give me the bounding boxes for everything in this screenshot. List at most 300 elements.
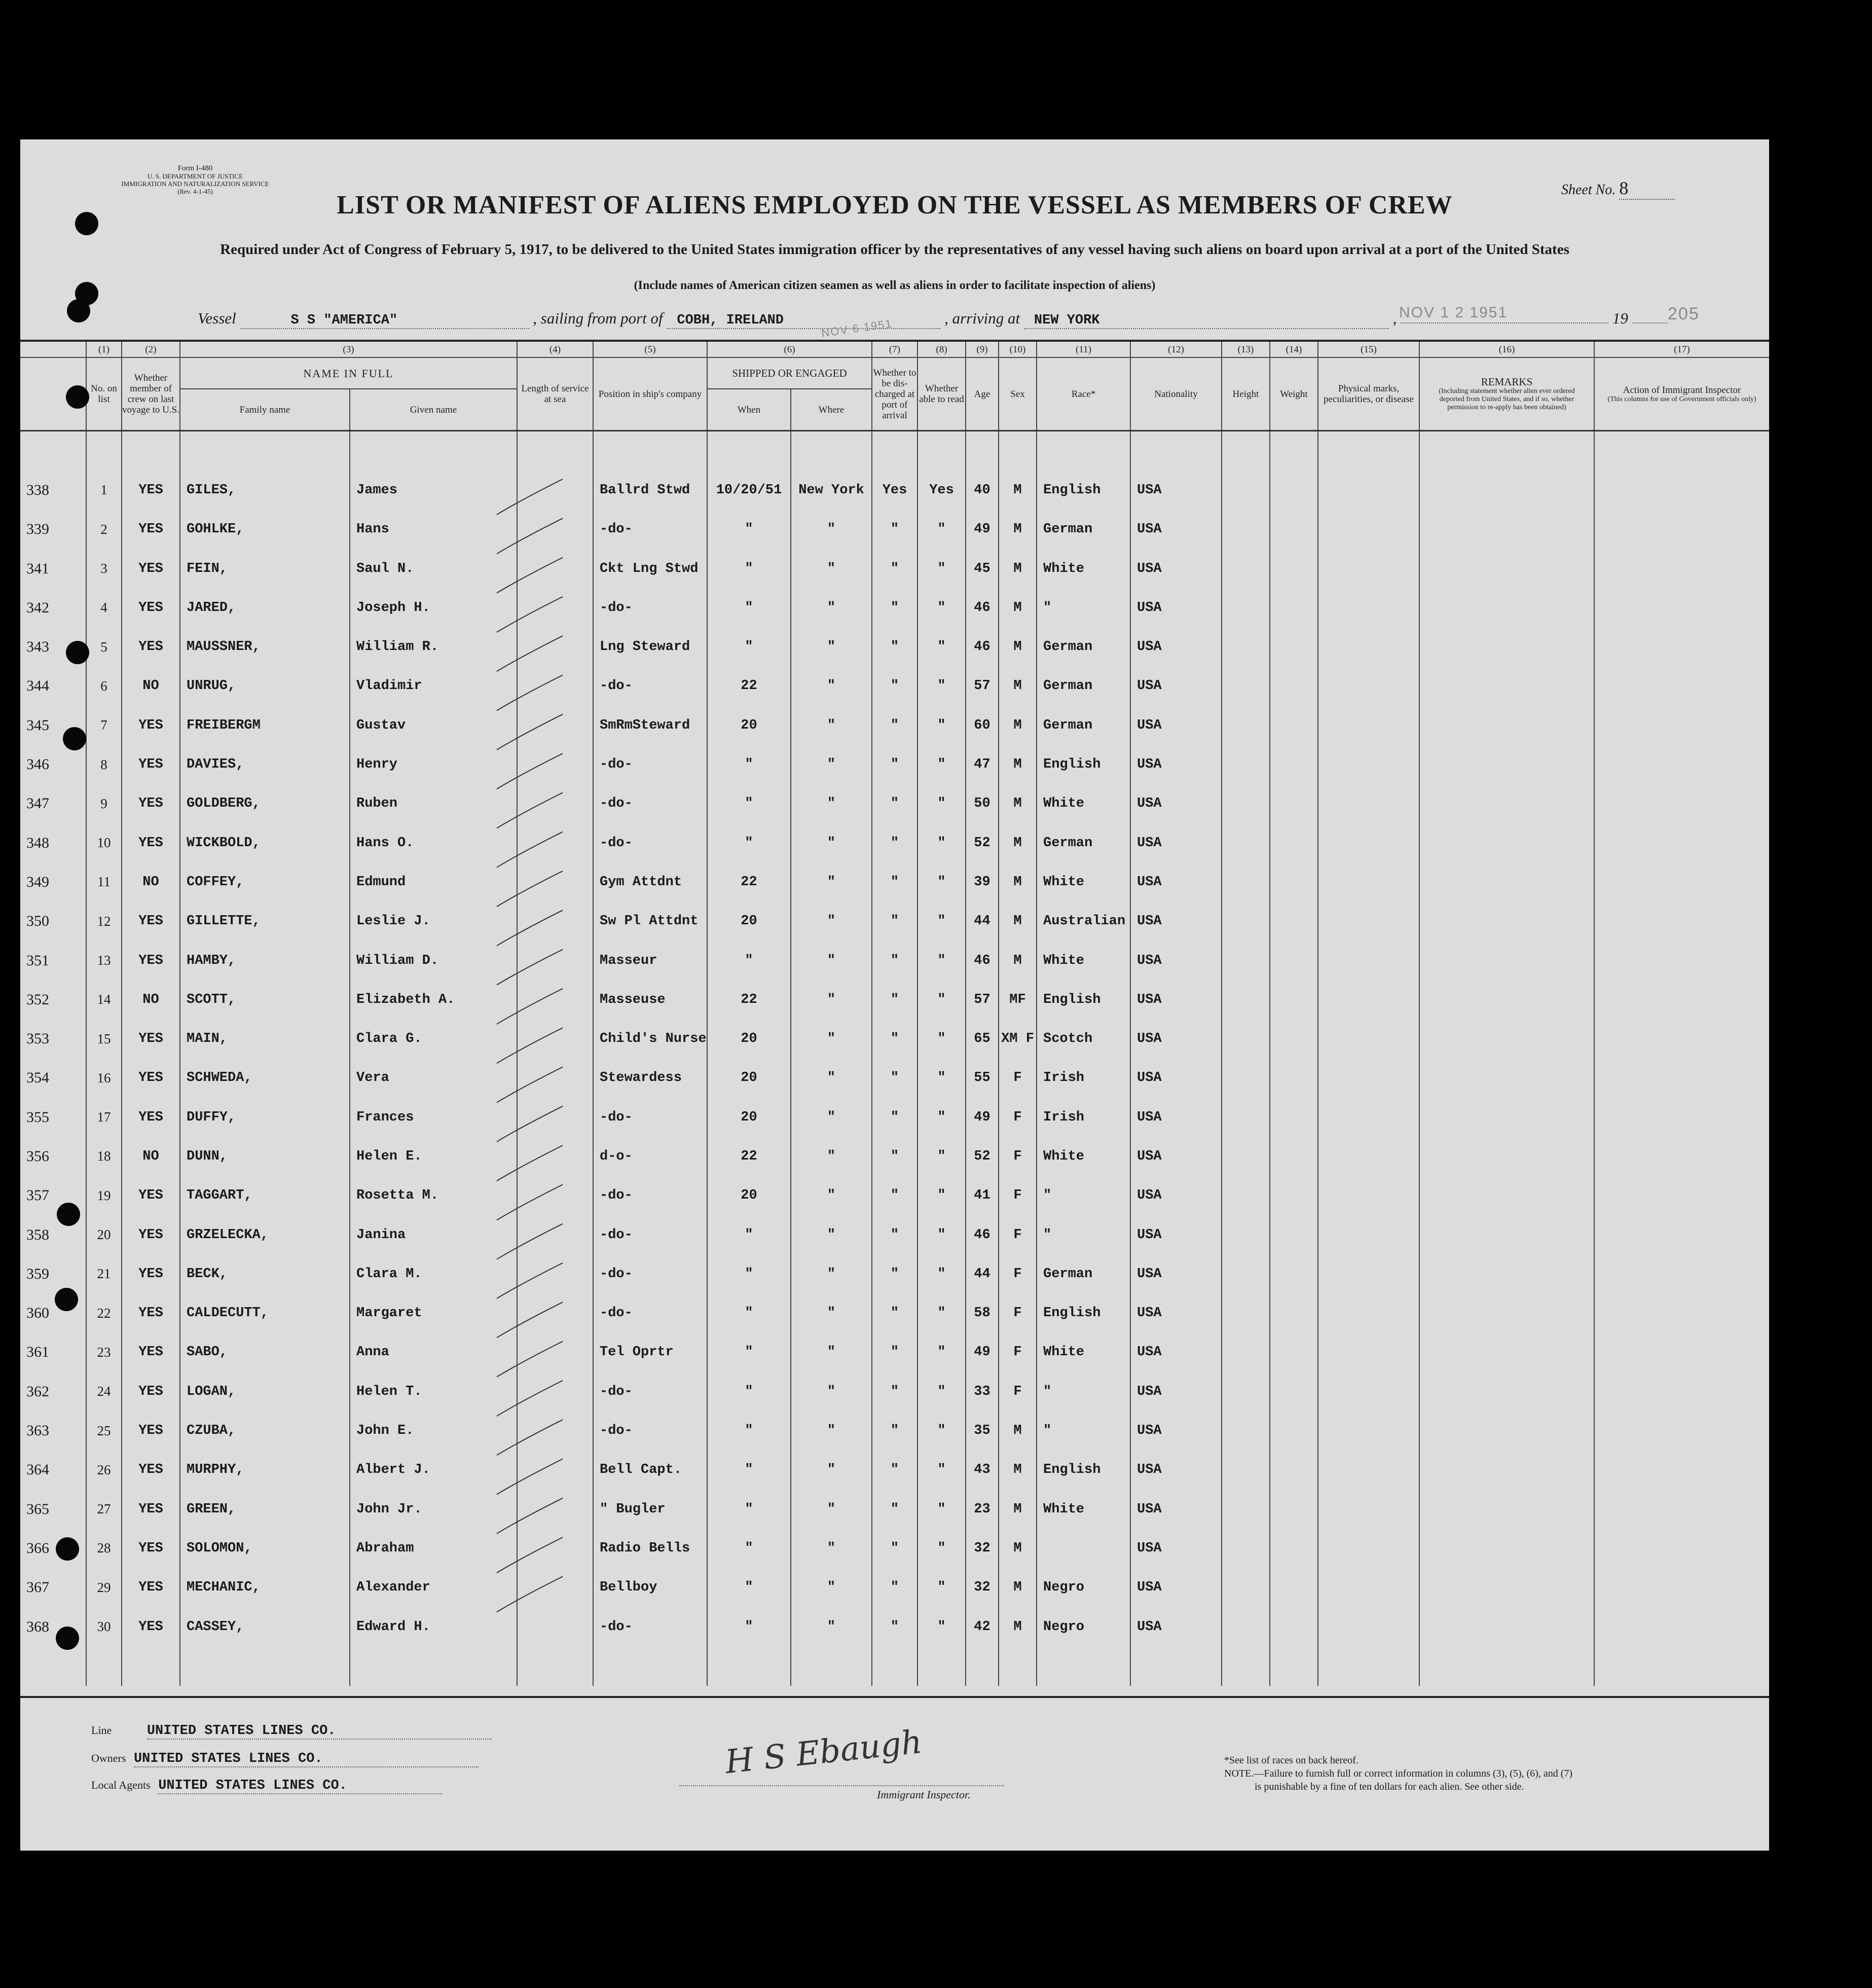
cell-nationality: USA	[1130, 1176, 1222, 1215]
cell-sex: M	[999, 1451, 1037, 1490]
cell-height	[1222, 1411, 1270, 1450]
cell-age: 57	[966, 980, 999, 1019]
cell-nationality: USA	[1130, 941, 1222, 980]
table-row	[20, 1490, 1769, 1529]
cell-margin-number: 360	[26, 1305, 49, 1322]
cell-sex: M	[999, 941, 1037, 980]
cell-nationality: USA	[1130, 471, 1222, 510]
cell-able-to-read: "	[917, 862, 966, 901]
footer-note-penalty-cont: is punishable by a fine of ten dollars for each alien. See other side.	[1255, 1781, 1524, 1792]
cell-shipped-where: "	[791, 588, 872, 627]
length-of-service-mark	[497, 558, 563, 593]
cell-remarks	[1419, 1451, 1594, 1490]
cell-sex: M	[999, 1529, 1037, 1568]
table-row	[20, 588, 1769, 627]
cell-given-name: Henry	[350, 745, 517, 784]
date-stamp-small: NOV 6 1951	[820, 317, 894, 340]
cell-physical-marks	[1318, 1294, 1419, 1333]
cell-shipped-where: "	[791, 1215, 872, 1254]
table-row	[20, 1372, 1769, 1411]
cell-physical-marks	[1318, 784, 1419, 823]
cell-race: English	[1037, 1294, 1130, 1333]
cell-shipped-when: 20	[707, 1176, 791, 1215]
cell-physical-marks	[1318, 745, 1419, 784]
cell-position: Ckt Lng Stwd	[593, 549, 707, 588]
length-of-service-mark	[497, 989, 563, 1024]
cell-margin-number: 358	[26, 1226, 49, 1243]
cell-physical-marks	[1318, 1333, 1419, 1372]
cell-given-name: Abraham	[350, 1529, 517, 1568]
header-nationality: Nationality	[1130, 357, 1222, 431]
cell-inspector-action	[1594, 1137, 1769, 1176]
cell-discharged: "	[872, 1411, 917, 1450]
cell-weight	[1270, 902, 1318, 941]
cell-nationality: USA	[1130, 980, 1222, 1019]
cell-weight	[1270, 627, 1318, 666]
cell-row-number: 16	[86, 1059, 122, 1098]
cell-inspector-action	[1594, 784, 1769, 823]
table-row	[20, 1059, 1769, 1098]
cell-discharged: "	[872, 1333, 917, 1372]
cell-family-name: MAUSSNER,	[180, 627, 350, 666]
cell-nationality: USA	[1130, 706, 1222, 745]
cell-discharged: "	[872, 902, 917, 941]
form-revision: (Rev. 4-1-45)	[177, 188, 213, 195]
cell-row-number: 4	[86, 588, 122, 627]
cell-race: "	[1037, 1176, 1130, 1215]
cell-remarks	[1419, 1294, 1594, 1333]
cell-race: White	[1037, 549, 1130, 588]
cell-position: Child's Nurse	[593, 1019, 707, 1058]
cell-family-name: GILES,	[180, 471, 350, 510]
cell-shipped-when: "	[707, 1490, 791, 1529]
cell-age: 32	[966, 1529, 999, 1568]
cell-margin-number: 363	[26, 1422, 49, 1439]
cell-weight	[1270, 471, 1318, 510]
cell-position: -do-	[593, 1372, 707, 1411]
length-of-service-mark	[497, 1302, 563, 1338]
table-row	[20, 1411, 1769, 1450]
col-3-number: (3)	[180, 341, 517, 357]
cell-shipped-where: "	[791, 667, 872, 706]
cell-given-name: William D.	[350, 941, 517, 980]
cell-shipped-when: "	[707, 1333, 791, 1372]
cell-member-value: YES	[122, 784, 180, 823]
manifest-sheet	[20, 139, 1769, 1851]
cell-row-number: 3	[86, 549, 122, 588]
cell-shipped-where: "	[791, 1372, 872, 1411]
cell-margin-number: 344	[26, 677, 49, 695]
cell-row-number: 15	[86, 1019, 122, 1058]
punch-hole	[66, 641, 89, 664]
table-row	[20, 667, 1769, 706]
col-7-number: (7)	[872, 341, 917, 357]
cell-able-to-read: "	[917, 1176, 966, 1215]
cell-given-name: Anna	[350, 1333, 517, 1372]
cell-nationality: USA	[1130, 1215, 1222, 1254]
cell-discharged: "	[872, 706, 917, 745]
cell-position: Gym Attdnt	[593, 862, 707, 901]
cell-able-to-read: "	[917, 1529, 966, 1568]
cell-weight	[1270, 784, 1318, 823]
cell-age: 46	[966, 588, 999, 627]
header-shipped-or-engaged: SHIPPED OR ENGAGED	[707, 357, 872, 389]
cell-shipped-where: "	[791, 823, 872, 862]
cell-row-number: 23	[86, 1333, 122, 1372]
arrival-port: NEW YORK	[1024, 313, 1389, 329]
cell-race: White	[1037, 941, 1130, 980]
cell-physical-marks	[1318, 902, 1419, 941]
cell-age: 39	[966, 862, 999, 901]
cell-family-name: GRZELECKA,	[180, 1215, 350, 1254]
table-row	[20, 627, 1769, 666]
cell-remarks	[1419, 549, 1594, 588]
table-row	[20, 862, 1769, 901]
cell-weight	[1270, 1176, 1318, 1215]
length-of-service-mark	[497, 1420, 563, 1455]
cell-shipped-when: "	[707, 1215, 791, 1254]
col-10-number: (10)	[999, 341, 1037, 357]
cell-weight	[1270, 588, 1318, 627]
cell-nationality: USA	[1130, 784, 1222, 823]
cell-margin-number: 365	[26, 1500, 49, 1517]
table-row	[20, 1568, 1769, 1607]
punch-hole	[66, 385, 89, 409]
cell-weight	[1270, 823, 1318, 862]
cell-physical-marks	[1318, 706, 1419, 745]
cell-weight	[1270, 1607, 1318, 1646]
cell-inspector-action	[1594, 471, 1769, 510]
length-of-service-mark	[497, 1145, 563, 1181]
cell-shipped-when: "	[707, 588, 791, 627]
cell-physical-marks	[1318, 1529, 1419, 1568]
cell-able-to-read: "	[917, 1215, 966, 1254]
cell-physical-marks	[1318, 941, 1419, 980]
cell-inspector-action	[1594, 1529, 1769, 1568]
cell-family-name: LOGAN,	[180, 1372, 350, 1411]
footer-line-label: Line	[91, 1724, 112, 1737]
cell-weight	[1270, 980, 1318, 1019]
cell-physical-marks	[1318, 1019, 1419, 1058]
cell-member-value: YES	[122, 588, 180, 627]
header-remarks-sub: (Including statement whether alien ever ordered deported from United States, and if so, whether permission to re-apply has been obtained)	[1439, 387, 1575, 411]
cell-margin-number: 352	[26, 991, 49, 1008]
cell-row-number: 19	[86, 1176, 122, 1215]
table-row	[20, 902, 1769, 941]
cell-member-value: NO	[122, 980, 180, 1019]
table-row	[20, 1451, 1769, 1490]
cell-weight	[1270, 549, 1318, 588]
cell-height	[1222, 1019, 1270, 1058]
cell-family-name: DUFFY,	[180, 1098, 350, 1137]
length-of-service-mark	[497, 636, 563, 671]
cell-position: Lng Steward	[593, 627, 707, 666]
length-of-service-mark	[497, 832, 563, 868]
col-17-number: (17)	[1594, 341, 1769, 357]
cell-shipped-where: "	[791, 941, 872, 980]
cell-shipped-when: "	[707, 745, 791, 784]
cell-row-number: 6	[86, 667, 122, 706]
cell-shipped-when: "	[707, 1294, 791, 1333]
cell-position: Masseuse	[593, 980, 707, 1019]
cell-shipped-where: "	[791, 1490, 872, 1529]
length-of-service-mark	[497, 1342, 563, 1377]
cell-physical-marks	[1318, 1215, 1419, 1254]
table-row	[20, 980, 1769, 1019]
cell-member-value: NO	[122, 1137, 180, 1176]
cell-family-name: MAIN,	[180, 1019, 350, 1058]
cell-family-name: CALDECUTT,	[180, 1294, 350, 1333]
cell-race: White	[1037, 1333, 1130, 1372]
cell-member-value: YES	[122, 745, 180, 784]
cell-able-to-read: "	[917, 980, 966, 1019]
cell-shipped-where: "	[791, 745, 872, 784]
cell-remarks	[1419, 706, 1594, 745]
cell-able-to-read: "	[917, 1568, 966, 1607]
length-of-service-mark	[497, 597, 563, 632]
cell-able-to-read: "	[917, 941, 966, 980]
cell-family-name: DAVIES,	[180, 745, 350, 784]
cell-inspector-action	[1594, 1333, 1769, 1372]
header-weight: Weight	[1270, 357, 1318, 431]
cell-race: Irish	[1037, 1059, 1130, 1098]
cell-shipped-when: "	[707, 784, 791, 823]
cell-able-to-read: "	[917, 745, 966, 784]
cell-physical-marks	[1318, 1568, 1419, 1607]
cell-age: 40	[966, 471, 999, 510]
cell-family-name: FEIN,	[180, 549, 350, 588]
header-sex: Sex	[999, 357, 1037, 431]
cell-nationality: USA	[1130, 667, 1222, 706]
cell-position: -do-	[593, 1176, 707, 1215]
cell-shipped-when: "	[707, 627, 791, 666]
length-of-service-mark	[497, 871, 563, 907]
cell-inspector-action	[1594, 1176, 1769, 1215]
cell-able-to-read: "	[917, 510, 966, 549]
cell-inspector-action	[1594, 1568, 1769, 1607]
cell-given-name: Joseph H.	[350, 588, 517, 627]
cell-race: German	[1037, 627, 1130, 666]
cell-height	[1222, 1490, 1270, 1529]
cell-sex: F	[999, 1098, 1037, 1137]
col-14-number: (14)	[1270, 341, 1318, 357]
cell-member-value: NO	[122, 862, 180, 901]
table-row	[20, 1607, 1769, 1646]
cell-age: 32	[966, 1568, 999, 1607]
cell-given-name: Frances	[350, 1098, 517, 1137]
cell-shipped-where: "	[791, 1137, 872, 1176]
cell-physical-marks	[1318, 823, 1419, 862]
cell-able-to-read: "	[917, 1372, 966, 1411]
cell-sex: M	[999, 471, 1037, 510]
cell-member-value: YES	[122, 549, 180, 588]
cell-row-number: 30	[86, 1607, 122, 1646]
cell-height	[1222, 1333, 1270, 1372]
cell-family-name: COFFEY,	[180, 862, 350, 901]
cell-physical-marks	[1318, 549, 1419, 588]
cell-shipped-when: "	[707, 1372, 791, 1411]
cell-sex: F	[999, 1254, 1037, 1293]
cell-shipped-where: "	[791, 627, 872, 666]
length-of-service-mark	[497, 1028, 563, 1063]
header-able-to-read: Whether able to read	[917, 357, 966, 431]
cell-weight	[1270, 1098, 1318, 1137]
cell-race: German	[1037, 1254, 1130, 1293]
cell-shipped-when: "	[707, 1254, 791, 1293]
table-row	[20, 784, 1769, 823]
length-of-service-mark	[497, 479, 563, 515]
cell-member-value: YES	[122, 510, 180, 549]
cell-able-to-read: "	[917, 706, 966, 745]
cell-position: Tel Oprtr	[593, 1333, 707, 1372]
cell-shipped-when: 20	[707, 902, 791, 941]
header-action-title: Action of Immigrant Inspector	[1623, 384, 1741, 395]
cell-given-name: Rosetta M.	[350, 1176, 517, 1215]
service-name: IMMIGRATION AND NATURALIZATION SERVICE	[121, 180, 269, 188]
cell-given-name: Leslie J.	[350, 902, 517, 941]
cell-height	[1222, 510, 1270, 549]
cell-physical-marks	[1318, 510, 1419, 549]
departure-port: COBH, IRELAND	[667, 313, 940, 329]
col-11-number: (11)	[1037, 341, 1130, 357]
cell-weight	[1270, 1254, 1318, 1293]
cell-row-number: 20	[86, 1215, 122, 1254]
header-name-in-full: NAME IN FULL	[180, 357, 517, 389]
cell-remarks	[1419, 1019, 1594, 1058]
punch-hole	[56, 1537, 79, 1561]
cell-family-name: GILLETTE,	[180, 902, 350, 941]
cell-inspector-action	[1594, 980, 1769, 1019]
cell-row-number: 18	[86, 1137, 122, 1176]
length-of-service-mark	[497, 1459, 563, 1495]
punch-hole	[75, 212, 98, 235]
punch-hole	[57, 1203, 80, 1226]
cell-age: 44	[966, 902, 999, 941]
cell-margin-number: 351	[26, 952, 49, 969]
cell-discharged: "	[872, 510, 917, 549]
cell-member-value: YES	[122, 941, 180, 980]
cell-margin-number: 350	[26, 913, 49, 930]
cell-weight	[1270, 1529, 1318, 1568]
cell-race: White	[1037, 784, 1130, 823]
header-given-name: Given name	[350, 389, 517, 431]
cell-family-name: CASSEY,	[180, 1607, 350, 1646]
cell-able-to-read: "	[917, 1294, 966, 1333]
cell-position: Radio Bells	[593, 1529, 707, 1568]
cell-row-number: 27	[86, 1490, 122, 1529]
cell-nationality: USA	[1130, 1607, 1222, 1646]
cell-sex: F	[999, 1137, 1037, 1176]
cell-nationality: USA	[1130, 1254, 1222, 1293]
cell-given-name: Clara G.	[350, 1019, 517, 1058]
cell-sex: MF	[999, 980, 1037, 1019]
cell-given-name: Hans	[350, 510, 517, 549]
cell-nationality: USA	[1130, 510, 1222, 549]
cell-height	[1222, 1254, 1270, 1293]
cell-nationality: USA	[1130, 1372, 1222, 1411]
footer-owners-value: UNITED STATES LINES CO.	[134, 1751, 479, 1767]
cell-shipped-where: "	[791, 1254, 872, 1293]
cell-able-to-read: "	[917, 667, 966, 706]
cell-race: German	[1037, 510, 1130, 549]
cell-race: Scotch	[1037, 1019, 1130, 1058]
cell-given-name: Janina	[350, 1215, 517, 1254]
cell-shipped-when: "	[707, 549, 791, 588]
cell-shipped-when: "	[707, 1411, 791, 1450]
length-of-service-mark	[497, 1263, 563, 1298]
length-of-service-mark	[497, 910, 563, 946]
cell-margin-number: 362	[26, 1383, 49, 1400]
length-of-service-mark	[497, 1067, 563, 1103]
cell-shipped-when: "	[707, 941, 791, 980]
cell-position: -do-	[593, 1607, 707, 1646]
cell-shipped-where: "	[791, 1176, 872, 1215]
cell-discharged: "	[872, 1137, 917, 1176]
col-8-number: (8)	[917, 341, 966, 357]
cell-discharged: "	[872, 667, 917, 706]
cell-row-number: 7	[86, 706, 122, 745]
cell-position: Bell Capt.	[593, 1451, 707, 1490]
cell-shipped-where: "	[791, 1019, 872, 1058]
table-row	[20, 1137, 1769, 1176]
cell-row-number: 12	[86, 902, 122, 941]
cell-race: English	[1037, 471, 1130, 510]
cell-height	[1222, 1451, 1270, 1490]
cell-inspector-action	[1594, 1215, 1769, 1254]
cell-margin-number: 345	[26, 716, 49, 734]
cell-physical-marks	[1318, 1137, 1419, 1176]
cell-sex: F	[999, 1059, 1037, 1098]
cell-race: "	[1037, 1372, 1130, 1411]
cell-inspector-action	[1594, 902, 1769, 941]
table-row	[20, 510, 1769, 549]
header-discharged: Whether to be dis-charged at port of arrival	[872, 357, 917, 431]
cell-member-value: YES	[122, 1215, 180, 1254]
cell-height	[1222, 1607, 1270, 1646]
cell-height	[1222, 471, 1270, 510]
cell-discharged: "	[872, 745, 917, 784]
cell-nationality: USA	[1130, 1059, 1222, 1098]
col-4-number: (4)	[517, 341, 593, 357]
cell-age: 52	[966, 823, 999, 862]
length-of-service-mark	[497, 753, 563, 789]
cell-weight	[1270, 1372, 1318, 1411]
inspector-label: Immigrant Inspector.	[877, 1788, 971, 1801]
cell-able-to-read: Yes	[917, 471, 966, 510]
cell-height	[1222, 1215, 1270, 1254]
cell-age: 49	[966, 1098, 999, 1137]
cell-given-name: Vladimir	[350, 667, 517, 706]
header-family-name: Family name	[180, 389, 350, 431]
cell-age: 43	[966, 1451, 999, 1490]
cell-nationality: USA	[1130, 1019, 1222, 1058]
header-action-sub: (This columns for use of Government officials only)	[1607, 395, 1756, 403]
length-of-service-mark	[497, 1224, 563, 1259]
cell-inspector-action	[1594, 823, 1769, 862]
cell-able-to-read: "	[917, 1019, 966, 1058]
cell-nationality: USA	[1130, 1568, 1222, 1607]
cell-inspector-action	[1594, 549, 1769, 588]
cell-nationality: USA	[1130, 1137, 1222, 1176]
cell-weight	[1270, 862, 1318, 901]
cell-shipped-when: 10/20/51	[707, 471, 791, 510]
table-row	[20, 1294, 1769, 1333]
cell-row-number: 17	[86, 1098, 122, 1137]
cell-height	[1222, 588, 1270, 627]
cell-remarks	[1419, 627, 1594, 666]
header-length-of-service: Length of service at sea	[517, 357, 593, 431]
cell-race: Negro	[1037, 1607, 1130, 1646]
